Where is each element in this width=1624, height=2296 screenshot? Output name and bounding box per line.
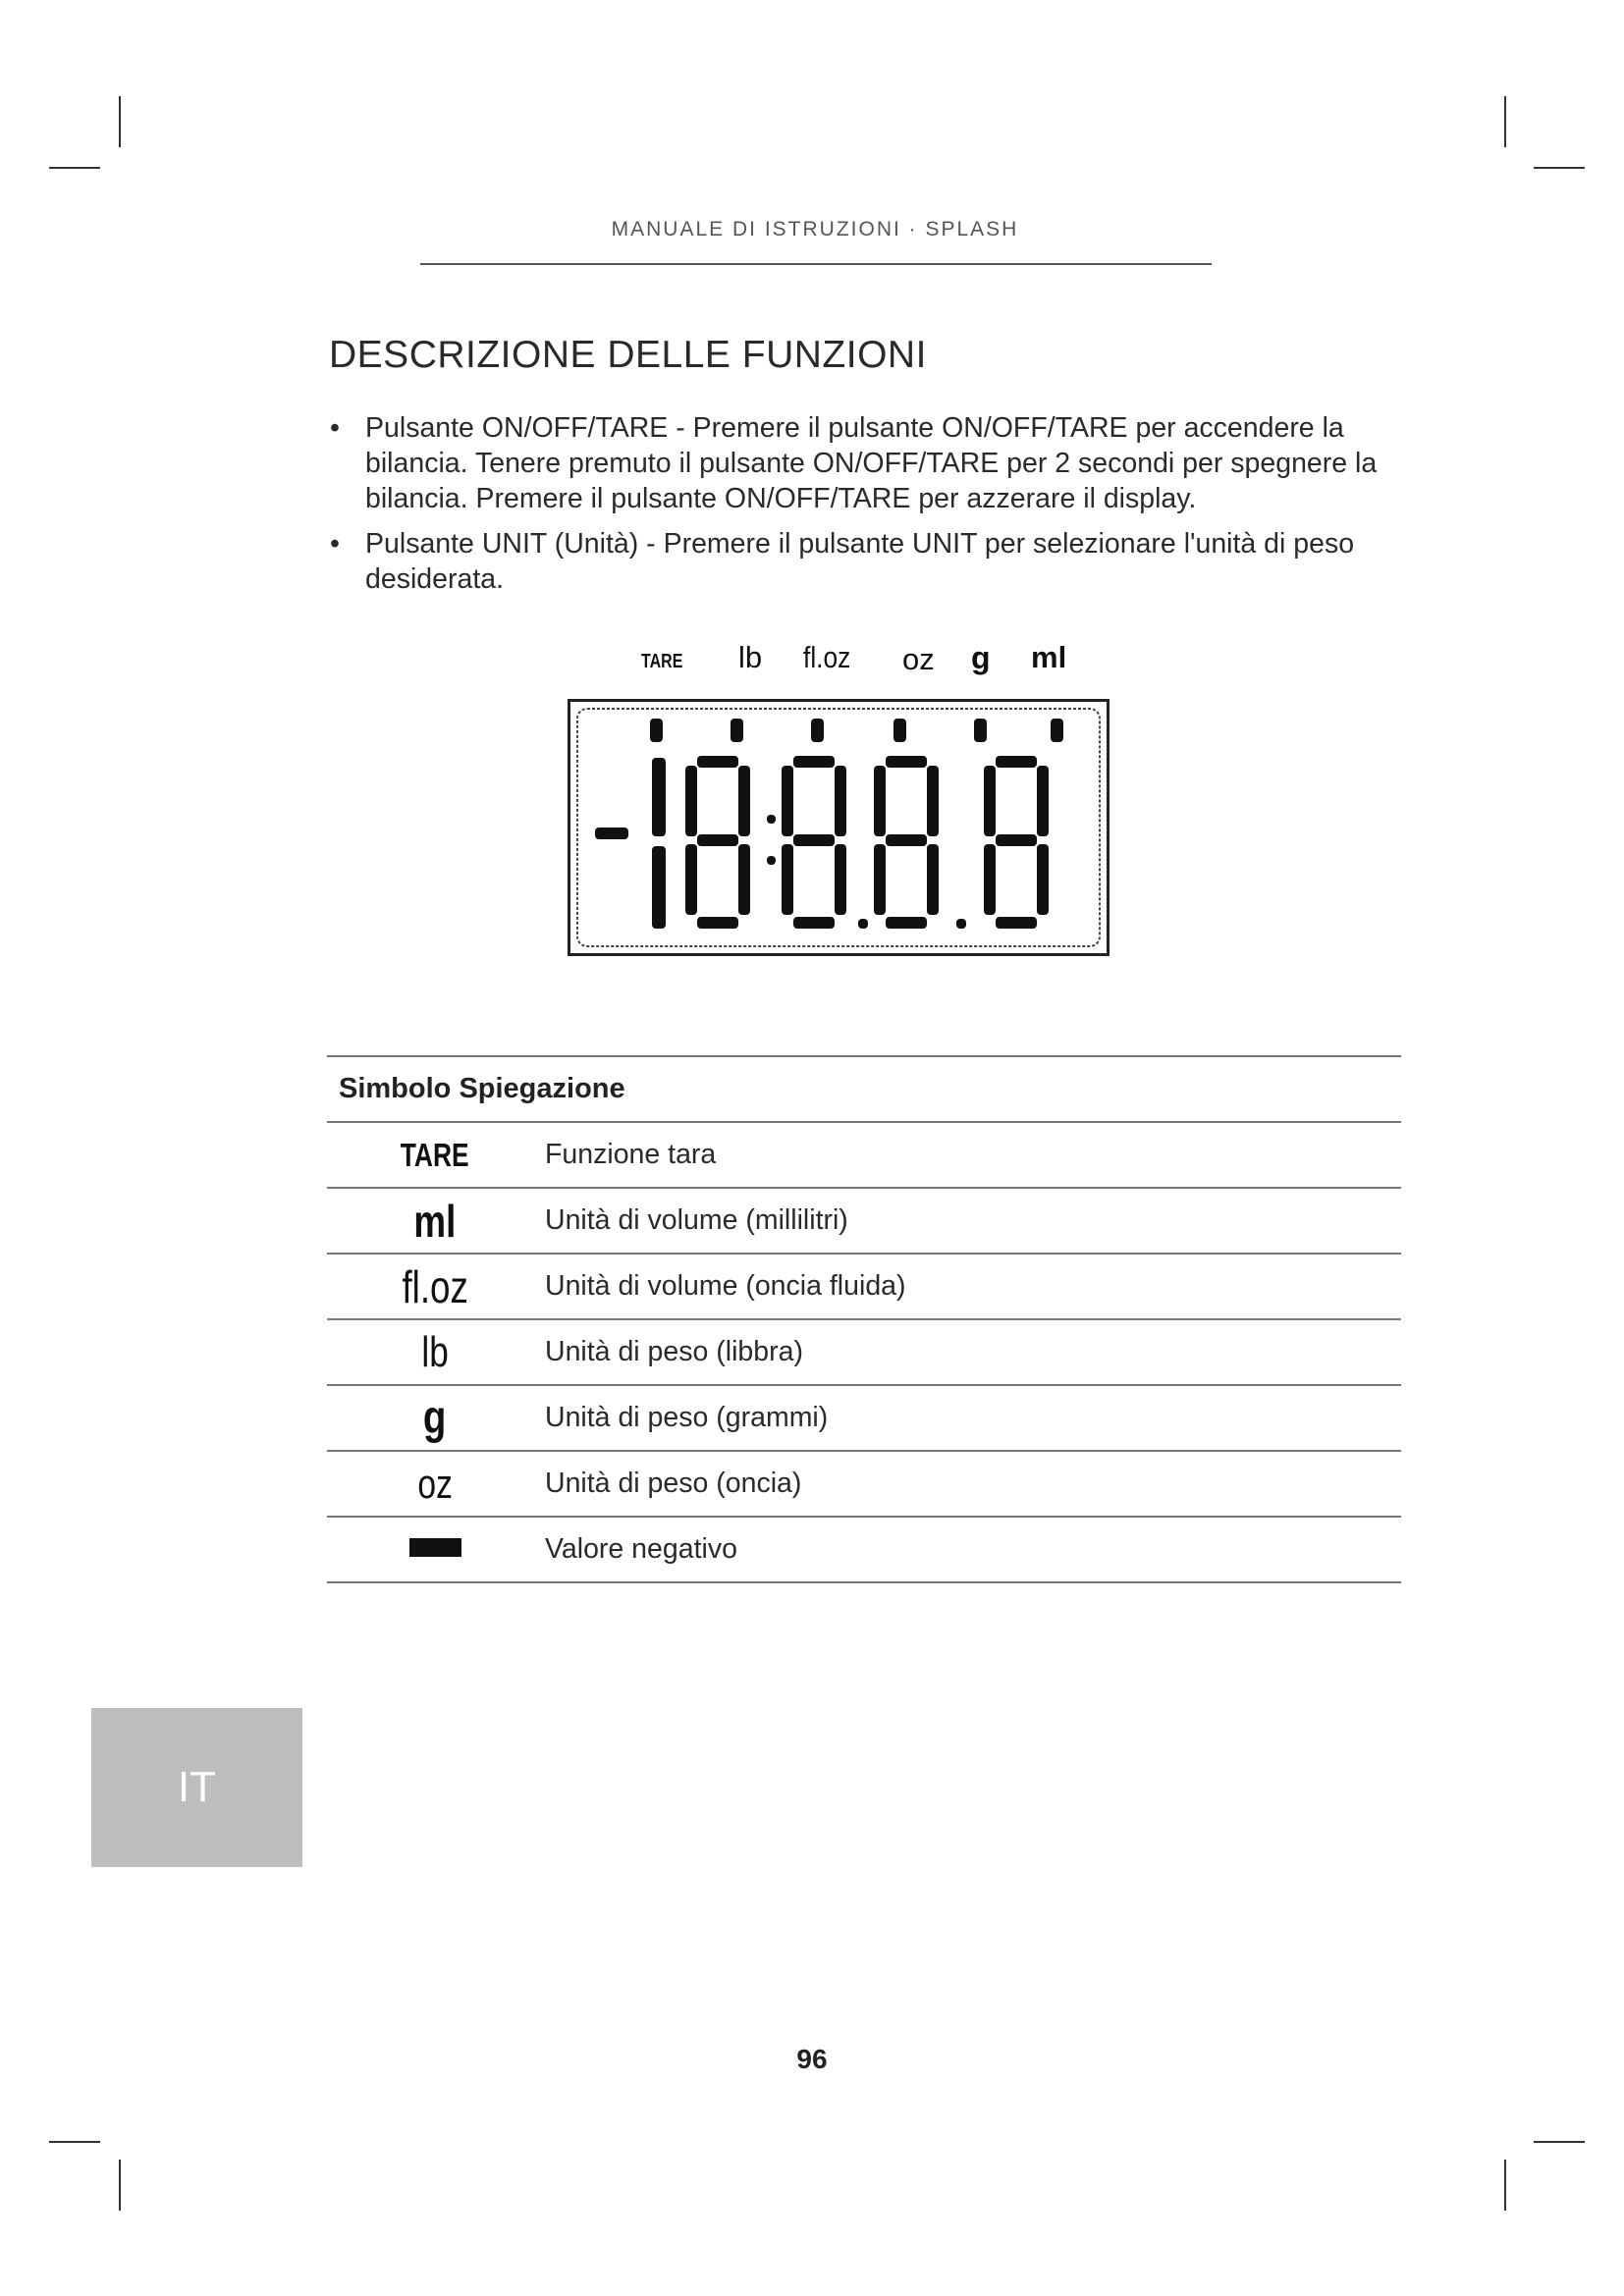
list-item-text: Pulsante UNIT (Unità) - Premere il pulsante UNIT per selezionare l'unità di peso desiderata. (365, 528, 1355, 595)
lcd-segment (697, 756, 738, 768)
lcd-segment (793, 756, 835, 768)
list-item-on-off-tare (324, 410, 1384, 516)
lcd-segment (984, 844, 996, 915)
lcd-segment (782, 844, 793, 915)
bullet-marker: • (330, 528, 340, 560)
lcd-indicator (893, 719, 906, 742)
lcd-segment (886, 756, 927, 768)
lcd-decimal-point (956, 919, 966, 929)
explanation-cell: Funzione tara (543, 1122, 1401, 1188)
lcd-segment (835, 766, 846, 836)
crop-mark (49, 2141, 100, 2143)
table-row (327, 1188, 1401, 1254)
unit-label-ml: ml (1031, 640, 1067, 674)
lcd-segment (835, 844, 846, 915)
symbol-table (327, 1055, 1401, 1583)
lcd-indicator (731, 719, 743, 742)
table-row (327, 1451, 1401, 1517)
explanation-cell: Unità di peso (oncia) (543, 1451, 1401, 1517)
lcd-indicator (650, 719, 663, 742)
table-header-row (327, 1056, 1401, 1122)
crop-mark (1504, 96, 1506, 147)
unit-label-tare: TARE (641, 651, 683, 672)
lcd-segment (886, 917, 927, 929)
unit-label-oz: oz (902, 642, 935, 676)
lcd-segment (697, 917, 738, 929)
tare-symbol: TARE (401, 1136, 469, 1173)
lcd-readout-graphic (568, 699, 1110, 956)
unit-label-lb: lb (738, 640, 763, 674)
table-row (327, 1319, 1401, 1385)
lcd-segment (886, 834, 927, 846)
lcd-segment (996, 756, 1037, 768)
lcd-indicator (1051, 719, 1063, 742)
g-symbol: g (423, 1392, 447, 1444)
header-rule (420, 263, 1212, 265)
crop-mark (1504, 2160, 1506, 2211)
lcd-segment (782, 766, 793, 836)
negative-value-icon (409, 1538, 461, 1557)
lcd-indicator (974, 719, 987, 742)
function-list (324, 410, 1384, 607)
oz-symbol: oz (417, 1460, 453, 1507)
table-header: Simbolo Spiegazione (327, 1056, 1401, 1122)
list-item-unit (324, 526, 1384, 597)
lcd-segment (652, 846, 666, 929)
lcd-minus-segment (595, 828, 628, 839)
lcd-segment (793, 917, 835, 929)
lcd-decimal-point (858, 919, 868, 929)
lcd-segment (697, 834, 738, 846)
lcd-segment (874, 766, 886, 836)
language-tab: IT (91, 1708, 302, 1867)
ml-symbol: ml (413, 1195, 457, 1247)
crop-mark (49, 167, 100, 169)
lcd-segment (685, 844, 697, 915)
lcd-segment (793, 834, 835, 846)
floz-symbol: fl.oz (402, 1260, 468, 1312)
table-row (327, 1385, 1401, 1451)
explanation-cell: Unità di peso (libbra) (543, 1319, 1401, 1385)
section-title: DESCRIZIONE DELLE FUNZIONI (329, 334, 927, 376)
explanation-cell: Unità di volume (oncia fluida) (543, 1254, 1401, 1319)
crop-mark (1534, 167, 1585, 169)
crop-mark (1534, 2141, 1585, 2143)
lcd-segment (685, 766, 697, 836)
unit-label-g: g (971, 640, 991, 675)
lcd-segment (996, 917, 1037, 929)
list-item-text: Pulsante ON/OFF/TARE - Premere il pulsante ON/OFF/TARE per accendere la bilancia. Tenere premuto il pulsante ON/OFF/TARE per 2 secondi per spegnere la bilancia. Premere il pulsante ON/OFF/TARE per azzerare il display. (365, 412, 1378, 514)
lcd-segment (927, 844, 939, 915)
bullet-marker: • (330, 412, 340, 444)
lcd-segment (874, 844, 886, 915)
lcd-colon (767, 815, 776, 824)
lcd-segment (738, 844, 750, 915)
lcd-indicator (811, 719, 824, 742)
lcd-segment (1037, 766, 1049, 836)
lcd-segment (984, 766, 996, 836)
explanation-cell: Unità di volume (millilitri) (543, 1188, 1401, 1254)
lcd-segment (1037, 844, 1049, 915)
lcd-colon (767, 856, 776, 865)
unit-label-floz: fl.oz (803, 640, 851, 674)
lcd-segment (927, 766, 939, 836)
crop-mark (119, 2160, 121, 2211)
page-number: 96 (796, 2044, 828, 2074)
table-row (327, 1122, 1401, 1188)
lcd-display (568, 699, 1110, 956)
lcd-segment (652, 758, 666, 836)
explanation-cell: Unità di peso (grammi) (543, 1385, 1401, 1451)
crop-mark (119, 96, 121, 147)
table-row (327, 1517, 1401, 1582)
running-header: MANUALE DI ISTRUZIONI · SPLASH (611, 218, 1019, 240)
lb-symbol: lb (421, 1327, 449, 1376)
explanation-cell: Valore negativo (543, 1517, 1401, 1582)
lcd-segment (738, 766, 750, 836)
lcd-segment (996, 834, 1037, 846)
table-row (327, 1254, 1401, 1319)
